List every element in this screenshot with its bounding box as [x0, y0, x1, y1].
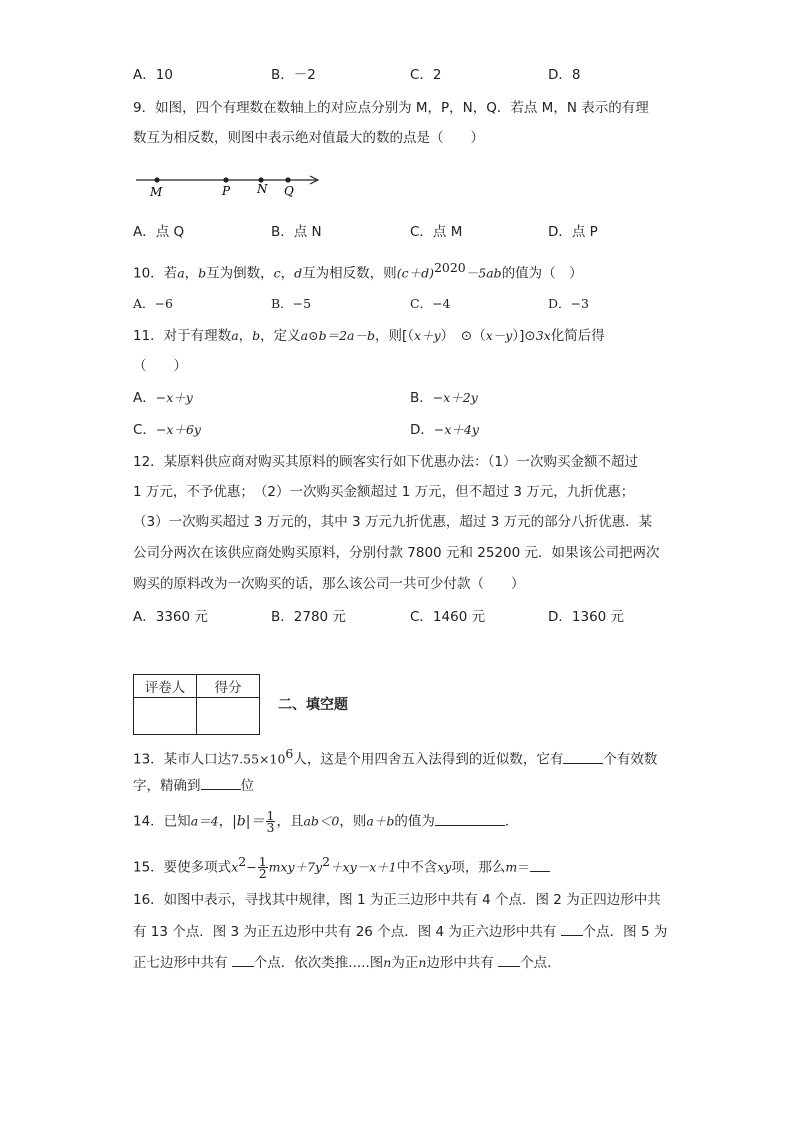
q8-option-c[interactable]: C．2 — [410, 67, 442, 83]
q11-option-c[interactable]: C．−x＋6y — [133, 422, 201, 438]
q15-fraction: $\frac{1}{2}$ — [258, 854, 267, 881]
q8-option-b[interactable]: B．－2 — [271, 67, 316, 83]
q16-stem-line2: 有 13 个点．图 3 为正五边形中共有 26 个点．图 4 为正六边形中共有 个点．图 5 为 — [133, 921, 667, 942]
q8-option-a[interactable]: A．10 — [133, 67, 173, 83]
q10-stem: 10．若a，b互为倒数，c，d互为相反数，则$(c+d)^{2020}-5ab$的值为（ ） — [133, 260, 583, 282]
q10-expression: (c＋d) — [396, 265, 434, 281]
q8-options — [133, 65, 693, 85]
q12-stem-line4: 公司分两次在该供应商处购买原料，分别付款 7800 元和 25200 元．如果该公司把两次 — [133, 545, 660, 561]
q15-stem: 15．要使多项式$x^2-$ $\frac{1}{2}$ $mxy+7y^2+xy-x+1$中不含xy项，那么m＝ — [133, 852, 550, 879]
q12-stem-line1: 12．某原料供应商对购买其原料的顾客实行如下优惠办法：（1）一次购买金额不超过 — [133, 454, 639, 470]
q11-option-b[interactable]: B．−x＋2y — [410, 390, 478, 406]
q16-stem-line1: 16．如图中表示，寻找其中规律，图 1 为正三边形中共有 4 个点．图 2 为正四边形中共 — [133, 892, 661, 908]
score-table — [133, 674, 260, 735]
q9-option-a[interactable]: A．点 Q — [133, 224, 185, 240]
q13-stem-line2: 字，精确到 位 — [133, 775, 254, 796]
q8-option-d[interactable]: D．8 — [548, 67, 581, 83]
q16-blank-2[interactable] — [232, 952, 254, 967]
q13-blank-1[interactable] — [563, 749, 603, 764]
section-title: 二、填空题 — [278, 697, 348, 713]
q16-blank-1[interactable] — [561, 921, 583, 936]
q12-option-a[interactable]: A．3360 元 — [133, 609, 208, 625]
q9-option-b[interactable]: B．点 N — [271, 224, 322, 240]
point-m-label: M — [150, 185, 163, 199]
q11-option-a[interactable]: A．−x＋y — [133, 390, 193, 406]
q12-stem-line5: 购买的原料改为一次购买的话，那么该公司一共可少付款（ ） — [133, 576, 525, 592]
q11-option-d[interactable]: D．−x＋4y — [410, 422, 479, 438]
q9-stem-line1: 9．如图，四个有理数在数轴上的对应点分别为 M，P，N，Q．若点 M，N 表示的有理 — [133, 100, 649, 116]
q9-stem-line2: 数互为相反数，则图中表示绝对值最大的数的点是（ ） — [133, 130, 484, 146]
q9-option-c[interactable]: C．点 M — [410, 224, 463, 240]
point-n-label: N — [257, 182, 268, 196]
point-q-dot — [285, 177, 290, 182]
point-p-label: P — [222, 184, 231, 198]
point-m-dot — [154, 177, 159, 182]
score-table-score-cell[interactable] — [197, 698, 260, 735]
point-p-dot — [223, 177, 228, 182]
q13-stem-line1: 13．某市人口达$7.55\times 10^6$人，这是个用四舍五入法得到的近似数，它有 个有效数 — [133, 746, 658, 768]
q13-number: 7.55×10 — [231, 751, 286, 767]
q15-blank[interactable] — [530, 857, 550, 872]
q10-option-a[interactable]: A．−6 — [133, 296, 173, 311]
q14-stem: 14．已知a＝4，|b|＝ $\frac{1}{3}$ ，且ab＜0，则a＋b的值为 ． — [133, 808, 519, 835]
score-table-header-grader: 评卷人 — [134, 675, 197, 698]
q11-definition: a⊙b＝2a－b — [300, 328, 375, 343]
q16-blank-3[interactable] — [498, 952, 520, 967]
point-q-label: Q — [284, 184, 294, 198]
q10-option-b[interactable]: B．−5 — [271, 296, 312, 311]
q14-blank[interactable] — [435, 811, 505, 826]
q13-blank-2[interactable] — [201, 775, 241, 790]
q9-options — [133, 222, 693, 242]
q11-stem-line1: 11．对于有理数a，b，定义a⊙b＝2a－b，则[（x＋y） ⊙（x－y）]⊙3x化简后得 — [133, 328, 605, 344]
q10-option-d[interactable]: D．−3 — [548, 296, 589, 311]
q9-option-d[interactable]: D．点 P — [548, 224, 598, 240]
score-table-header-score: 得分 — [197, 675, 260, 698]
q12-stem-line3: （3）一次购买超过 3 万元的，其中 3 万元九折优惠，超过 3 万元的部分八折优惠．某 — [133, 514, 653, 530]
q14-fraction: $\frac{1}{3}$ — [266, 808, 275, 835]
score-table-grader-cell[interactable] — [134, 698, 197, 735]
q11-stem-line2: （ ） — [133, 358, 187, 374]
q11-options-row1 — [133, 388, 693, 408]
q16-stem-line3: 正七边形中共有 个点．依次类推.....图n为正n边形中共有 个点． — [133, 952, 561, 973]
q10-options — [133, 294, 693, 314]
q12-option-d[interactable]: D．1360 元 — [548, 609, 625, 625]
q11-options-row2 — [133, 420, 693, 440]
q12-option-c[interactable]: C．1460 元 — [410, 609, 486, 625]
q10-option-c[interactable]: C．−4 — [410, 296, 451, 311]
q12-stem-line2: 1 万元，不予优惠； （2）一次购买金额超过 1 万元，但不超过 3 万元，九折优惠； — [133, 484, 635, 500]
q12-options — [133, 607, 693, 627]
q12-option-b[interactable]: B．2780 元 — [271, 609, 346, 625]
number-line-figure — [130, 168, 330, 202]
